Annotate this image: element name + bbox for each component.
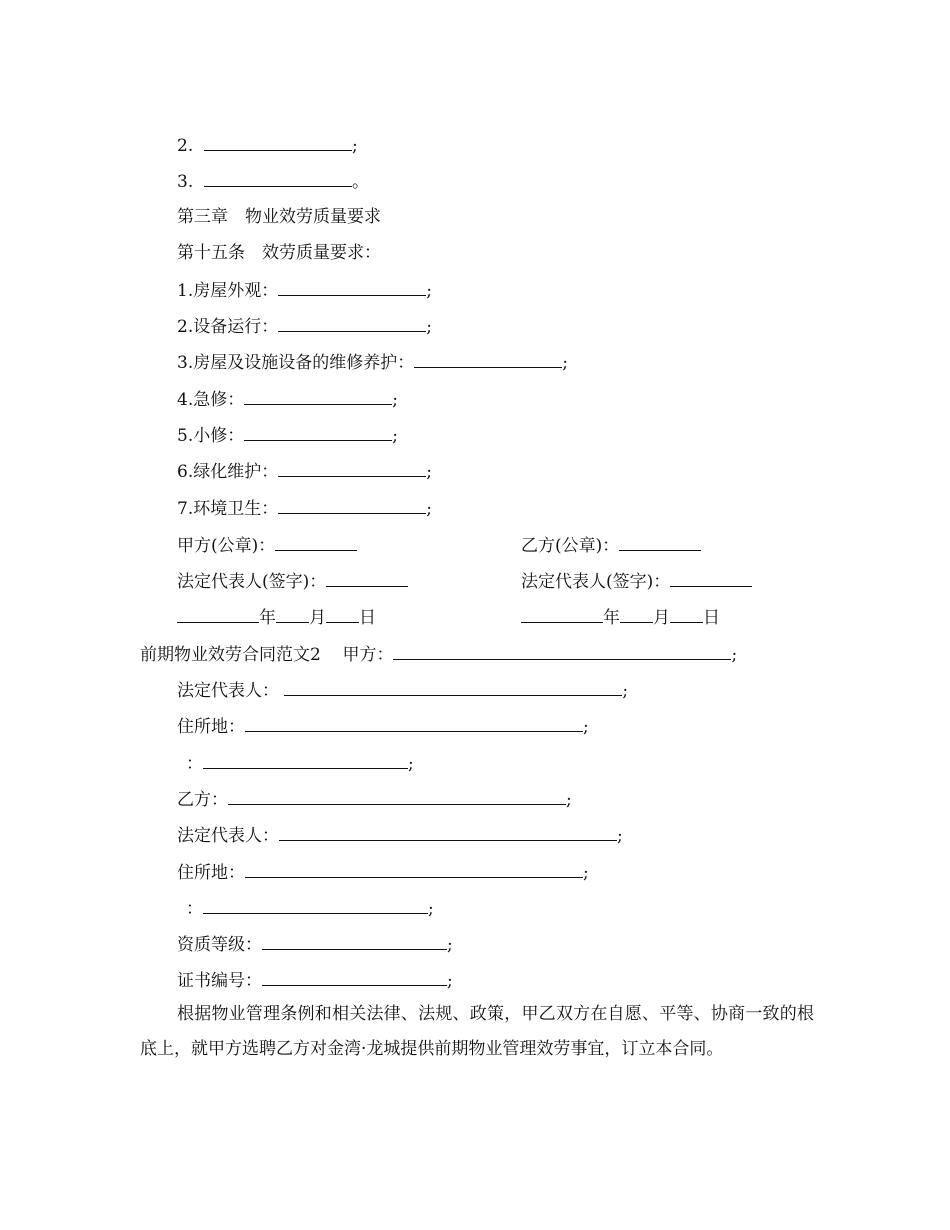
punctuation: ;	[392, 426, 398, 446]
blank-field[interactable]	[326, 570, 408, 587]
punctuation: ;	[617, 826, 623, 846]
party-b-seal-label: 乙方(公章)：	[521, 536, 620, 556]
blank-field[interactable]	[203, 897, 428, 914]
punctuation: ;	[566, 790, 572, 810]
blank-field[interactable]	[228, 788, 566, 805]
month-label: 月	[653, 608, 670, 628]
legal-rep-label: 法定代表人：	[177, 681, 279, 701]
blank-field[interactable]	[278, 497, 426, 514]
punctuation: ;	[731, 645, 738, 665]
legal-rep-sign-label: 法定代表人(签字)：	[177, 572, 327, 592]
contract-2-title-line	[140, 643, 737, 666]
blank-field[interactable]	[262, 933, 447, 950]
year-field[interactable]	[177, 606, 259, 623]
list-item	[177, 170, 369, 193]
year-label: 年	[603, 608, 620, 628]
punctuation: ;	[447, 971, 453, 991]
party-b-rep-line	[521, 570, 752, 593]
punctuation: ;	[408, 754, 414, 774]
blank-field[interactable]	[244, 424, 392, 441]
item-number: 3.	[177, 172, 194, 192]
day-label: 日	[359, 608, 376, 628]
blank-field[interactable]	[275, 534, 357, 551]
qualification-line	[177, 933, 453, 956]
year-field[interactable]	[521, 606, 603, 623]
blank-field[interactable]	[278, 315, 426, 332]
punctuation: ;	[426, 317, 432, 337]
contract-2-title: 前期物业效劳合同范文2	[140, 645, 321, 665]
list-item	[177, 497, 432, 520]
item-label: 2.设备运行：	[177, 317, 279, 337]
blank-field[interactable]	[204, 134, 352, 151]
blank-field[interactable]	[244, 388, 392, 405]
day-field[interactable]	[670, 606, 703, 623]
month-field[interactable]	[276, 606, 309, 623]
blank-field[interactable]	[279, 824, 617, 841]
colon-label: ：	[186, 899, 203, 919]
article-heading: 第十五条 效劳质量要求：	[177, 243, 381, 263]
punctuation: ;	[426, 499, 432, 519]
blank-field[interactable]	[245, 715, 583, 732]
party-a-rep-line	[177, 570, 408, 593]
list-item	[177, 351, 568, 374]
list-item	[177, 315, 432, 338]
item-label: 1.房屋外观：	[177, 281, 279, 301]
blank-field[interactable]	[278, 279, 426, 296]
item-label: 4.急修：	[177, 390, 245, 410]
certificate-line	[177, 969, 453, 992]
blank-field[interactable]	[245, 861, 583, 878]
chapter-heading: 第三章 物业效劳质量要求	[177, 207, 381, 227]
item-label: 6.绿化维护：	[177, 462, 279, 482]
body-paragraph	[140, 997, 814, 1067]
legal-rep-line	[177, 824, 623, 847]
colon-line	[186, 897, 434, 920]
blank-field[interactable]	[670, 570, 752, 587]
party-b-date-line	[521, 606, 720, 629]
party-b-line	[177, 788, 572, 811]
list-item	[177, 388, 398, 411]
party-a-date-line	[177, 606, 376, 629]
day-field[interactable]	[326, 606, 359, 623]
punctuation: 。	[352, 172, 370, 192]
party-b-label: 乙方：	[177, 790, 228, 810]
item-number: 2.	[177, 136, 194, 156]
punctuation: ;	[583, 863, 589, 883]
blank-field[interactable]	[203, 752, 408, 769]
punctuation: ;	[426, 281, 432, 301]
party-a-label: 甲方：	[342, 645, 394, 665]
punctuation: ;	[447, 935, 453, 955]
punctuation: ;	[392, 390, 398, 410]
qualification-label: 资质等级：	[177, 935, 262, 955]
paragraph-text: 根据物业管理条例和相关法律、法规、政策，甲乙双方在自愿、平等、协商一致的根底上，就甲方选聘乙方对金湾·龙城提供前期物业管理效劳事宜，订立本合同。	[140, 1004, 814, 1059]
list-item	[177, 424, 398, 447]
punctuation: ;	[622, 681, 629, 701]
blank-field[interactable]	[414, 351, 562, 368]
address-line	[177, 715, 589, 738]
punctuation: ;	[426, 462, 432, 482]
item-label: 3.房屋及设施设备的维修养护：	[177, 353, 415, 373]
colon-label: ：	[186, 754, 203, 774]
punctuation: ;	[583, 717, 589, 737]
month-label: 月	[309, 608, 326, 628]
colon-line	[186, 752, 414, 775]
item-label: 5.小修：	[177, 426, 245, 446]
address-label: 住所地：	[177, 863, 245, 883]
legal-rep-line	[177, 679, 628, 702]
party-b-seal-line	[521, 534, 701, 557]
blank-field[interactable]	[619, 534, 701, 551]
day-label: 日	[703, 608, 720, 628]
certificate-label: 证书编号：	[177, 971, 262, 991]
party-a-seal-line	[177, 534, 357, 557]
legal-rep-label: 法定代表人：	[177, 826, 279, 846]
item-label: 7.环境卫生：	[177, 499, 279, 519]
blank-field[interactable]	[393, 643, 731, 660]
legal-rep-sign-label: 法定代表人(签字)：	[521, 572, 671, 592]
punctuation: ;	[352, 136, 358, 156]
blank-field[interactable]	[284, 679, 622, 696]
blank-field[interactable]	[278, 460, 426, 477]
punctuation: ;	[428, 899, 434, 919]
blank-field[interactable]	[204, 170, 352, 187]
month-field[interactable]	[620, 606, 653, 623]
address-label: 住所地：	[177, 717, 245, 737]
list-item	[177, 279, 432, 302]
punctuation: ;	[562, 353, 568, 373]
party-a-seal-label: 甲方(公章)：	[177, 536, 276, 556]
list-item	[177, 134, 358, 157]
blank-field[interactable]	[262, 969, 447, 986]
address-line	[177, 861, 589, 884]
list-item	[177, 460, 432, 483]
year-label: 年	[259, 608, 276, 628]
